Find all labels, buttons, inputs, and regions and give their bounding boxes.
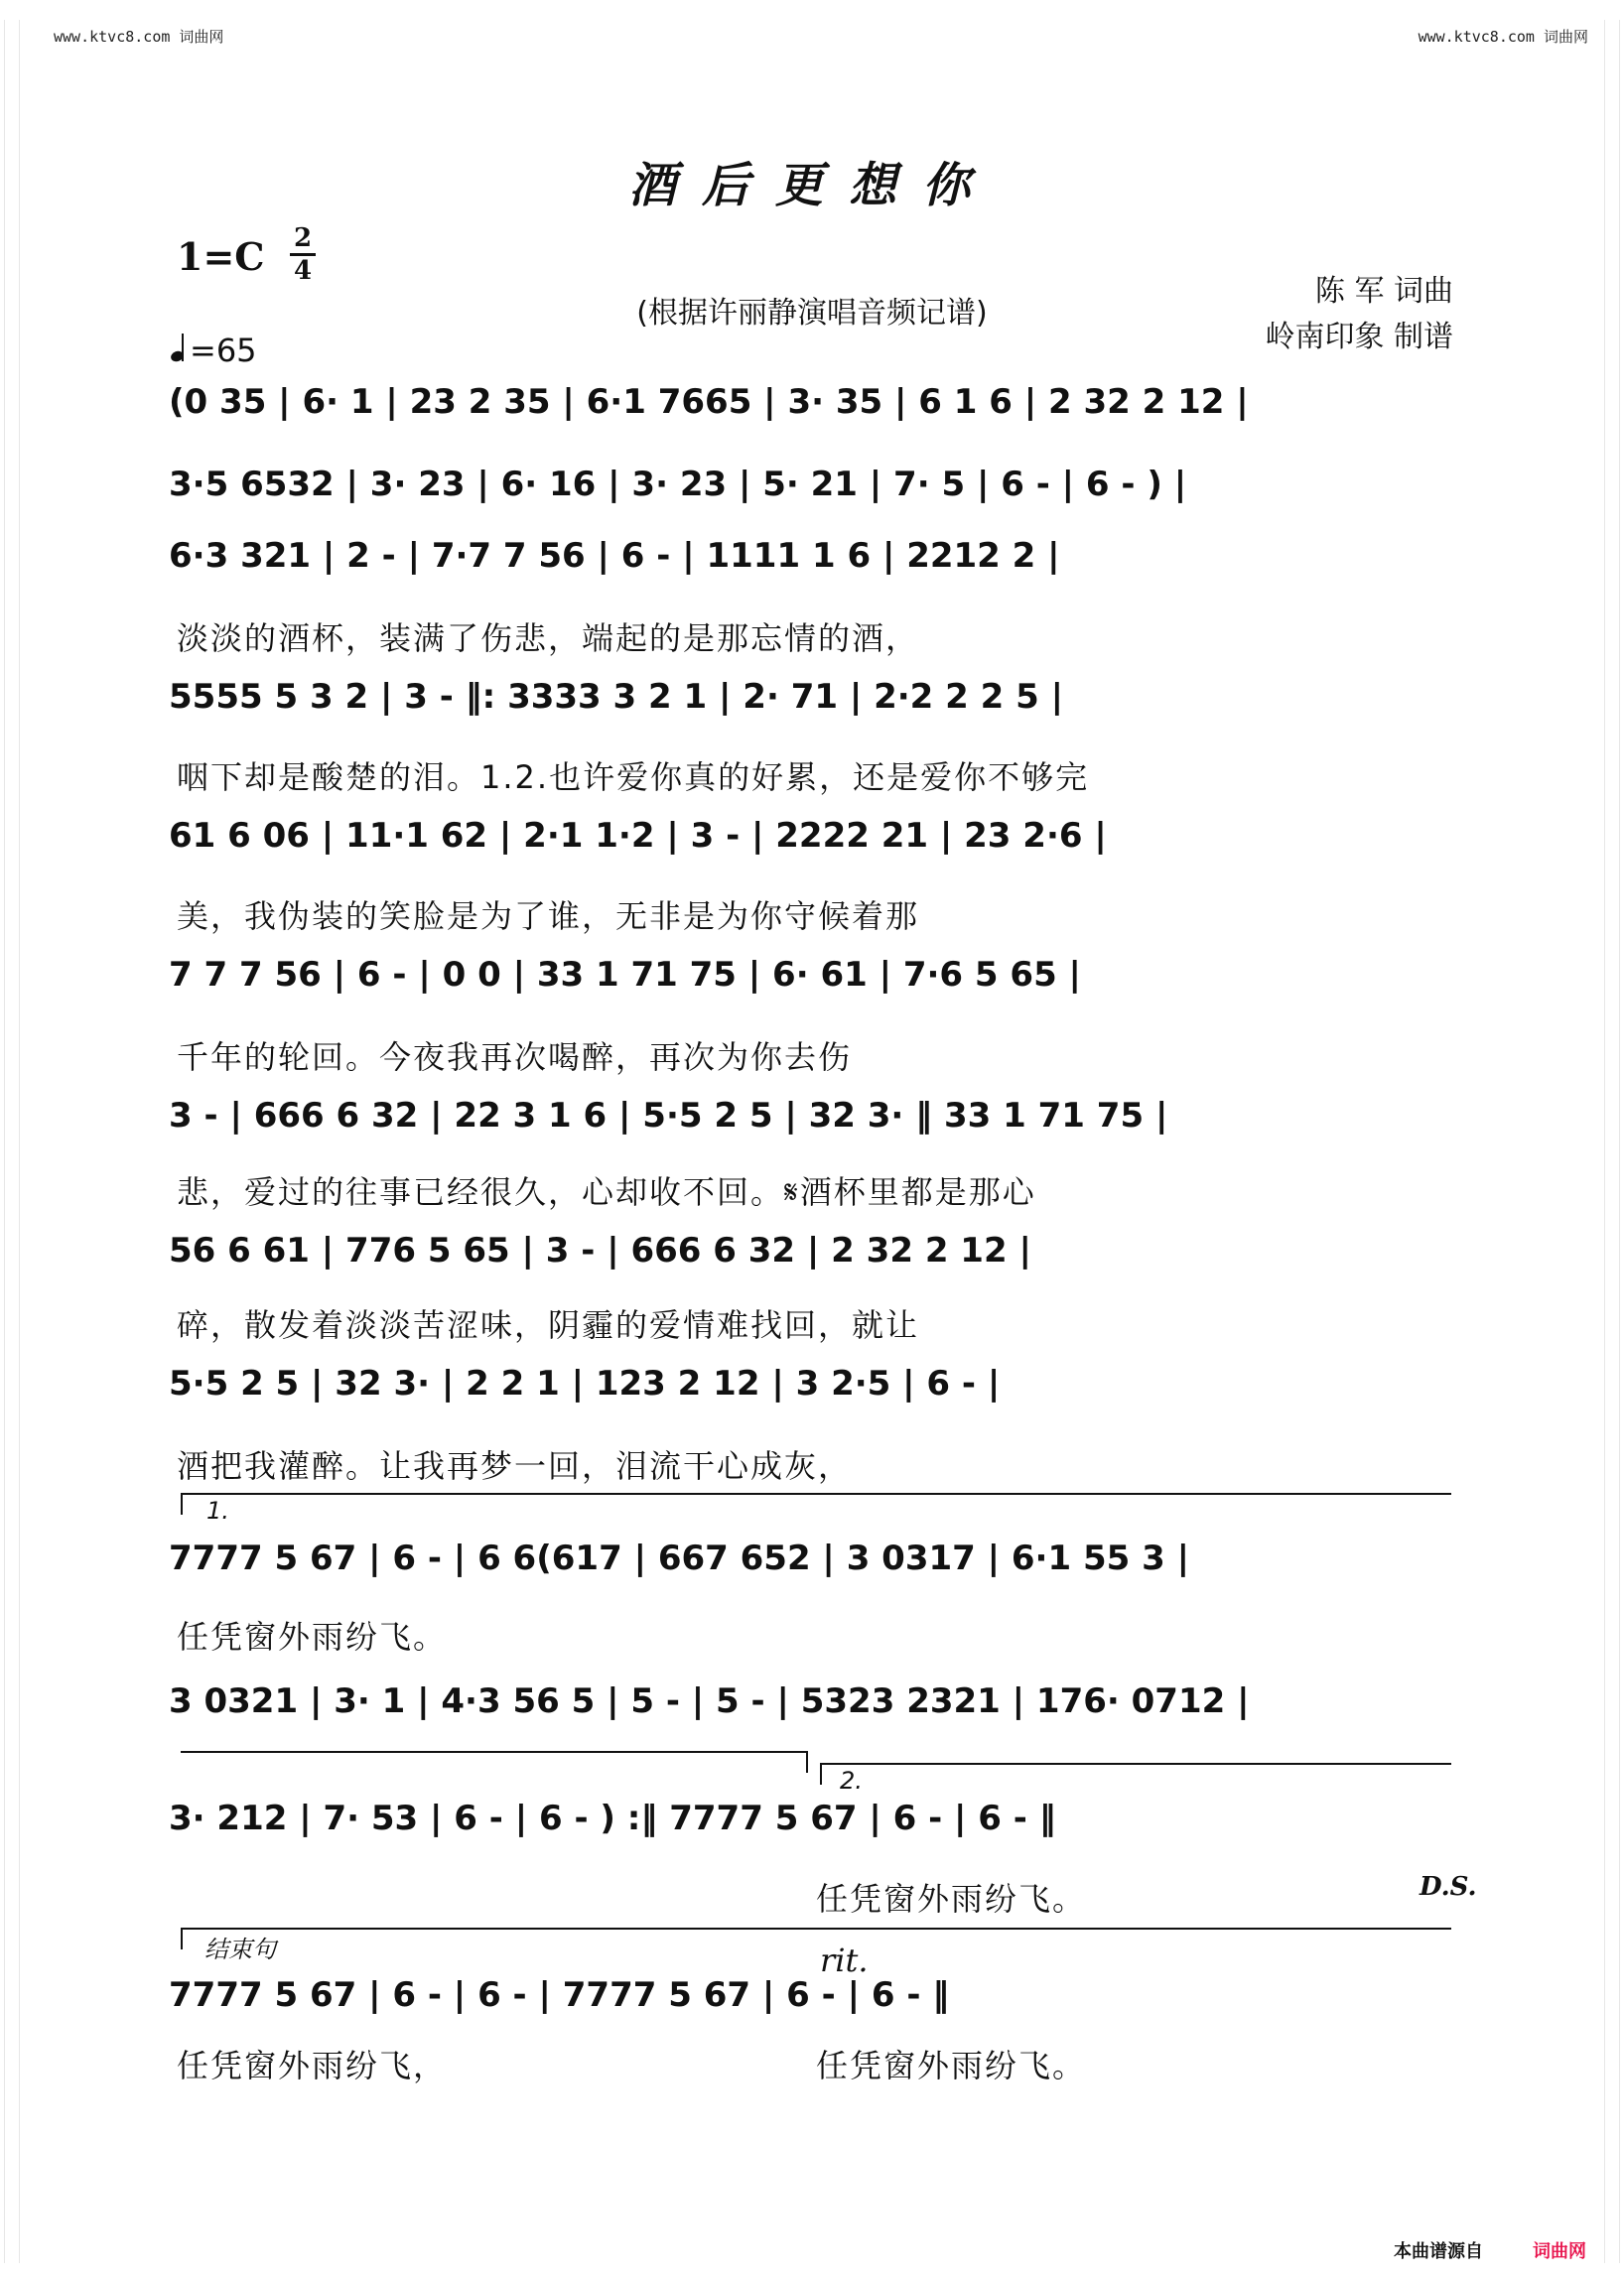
ending-2-bracket bbox=[820, 1763, 1451, 1765]
notation-row-4: 5555 5 3 2 | 3 - ‖: 3333 3 2 1 | 2· 71 | 2·2 2 2 5 | bbox=[169, 677, 1064, 717]
header-url-left: www.ktvc8.com 词曲网 bbox=[54, 28, 224, 46]
right-watermark-strip bbox=[1604, 20, 1620, 2263]
footer-brand[interactable]: 词曲网 bbox=[1533, 2241, 1586, 2262]
lyric-row-7: 酒把我灌醉。让我再梦一回，泪流干心成灰， bbox=[177, 1447, 853, 1485]
ending-1-closing-bracket bbox=[181, 1751, 806, 1753]
coda-bracket-tick bbox=[181, 1928, 183, 1949]
notation-row-9: 5·5 2 5 | 32 3· | 2 2 1 | 123 2 12 | 3 2·5 | 6 - | bbox=[169, 1364, 1001, 1404]
lyric-row-8: 任凭窗外雨纷飞。 bbox=[177, 1618, 448, 1656]
time-signature bbox=[288, 224, 318, 285]
lyric-row-3: 美，我伪装的笑脸是为了谁，无非是为你守候着那 bbox=[177, 897, 920, 935]
tempo-value: =65 bbox=[190, 332, 257, 369]
lyric-row-6: 碎，散发着淡淡苦涩味，阴霾的爱情难找回，就让 bbox=[177, 1306, 920, 1344]
notation-row-8: 56 6 61 | 776 5 65 | 3 - | 666 6 32 | 2 32 2 12 | bbox=[169, 1231, 1031, 1271]
notation-row-13: 7777 5 67 | 6 - | 6 - | 7777 5 67 | 6 - | 6 - ‖ bbox=[169, 1975, 950, 2015]
coda-bracket bbox=[181, 1928, 1451, 1930]
subtitle: (根据许丽静演唱音频记谱) bbox=[636, 296, 988, 331]
lyric-row-1: 淡淡的酒杯，装满了伤悲，端起的是那忘情的酒， bbox=[177, 619, 920, 657]
meter-bottom: 4 bbox=[293, 256, 313, 286]
ending-1-closing-tick bbox=[806, 1751, 808, 1773]
key-signature: 1=C bbox=[177, 234, 265, 279]
lyric-row-2: 咽下却是酸楚的泪。1.2.也许爱你真的好累，还是爱你不够完 bbox=[177, 758, 1090, 796]
page-title: 酒后更想你 bbox=[627, 158, 996, 213]
notation-row-10: 7777 5 67 | 6 - | 6 6(617 | 667 652 | 3 0317 | 6·1 55 3 | bbox=[169, 1539, 1190, 1578]
notation-row-3: 6·3 321 | 2 - | 7·7 7 56 | 6 - | 1111 1 6 | 2212 2 | bbox=[169, 536, 1060, 576]
notation-row-7: 3 - | 666 6 32 | 22 3 1 6 | 5·5 2 5 | 32 3· ‖ 33 1 71 75 | bbox=[169, 1096, 1168, 1136]
header-url-right: www.ktvc8.com 词曲网 bbox=[1418, 28, 1588, 46]
lyric-row-9: 任凭窗外雨纷飞。 bbox=[816, 1880, 1087, 1918]
tempo-marking bbox=[171, 332, 257, 369]
notation-row-12: 3· 212 | 7· 53 | 6 - | 6 - ) :‖ 7777 5 67 | 6 - | 6 - ‖ bbox=[169, 1799, 1056, 1838]
notation-row-5: 61 6 06 | 11·1 62 | 2·1 1·2 | 3 - | 2222 21 | 23 2·6 | bbox=[169, 816, 1107, 856]
ending-2-label: 2. bbox=[840, 1767, 863, 1795]
lyric-row-11: 任凭窗外雨纷飞。 bbox=[816, 2047, 1087, 2084]
coda-label: 结束句 bbox=[204, 1936, 276, 1963]
notation-row-2: 3·5 6532 | 3· 23 | 6· 16 | 3· 23 | 5· 21 | 7· 5 | 6 - | 6 - ) | bbox=[169, 465, 1187, 504]
notation-row-1: (0 35 | 6· 1 | 23 2 35 | 6·1 7665 | 3· 35 | 6 1 6 | 2 32 2 12 | bbox=[169, 382, 1249, 422]
ending-1-bracket-tick bbox=[181, 1493, 183, 1515]
ending-1-label: 1. bbox=[206, 1497, 229, 1525]
notation-row-6: 7 7 7 56 | 6 - | 0 0 | 33 1 71 75 | 6· 61 | 7·6 5 65 | bbox=[169, 955, 1081, 995]
ds-marking: D.S. bbox=[1420, 1872, 1477, 1902]
ending-2-bracket-tick bbox=[820, 1763, 822, 1785]
lyric-row-10: 任凭窗外雨纷飞， bbox=[177, 2047, 448, 2084]
credit-lyrics-music: 陈 军 词曲 bbox=[1314, 274, 1453, 309]
lyric-row-5: 悲，爱过的往事已经很久，心却收不回。𝄋酒杯里都是那心 bbox=[177, 1173, 1036, 1211]
credit-arranger: 岭南印象 制谱 bbox=[1265, 320, 1453, 354]
notation-row-11: 3 0321 | 3· 1 | 4·3 56 5 | 5 - | 5 - | 5323 2321 | 176· 0712 | bbox=[169, 1681, 1250, 1721]
meter-top: 2 bbox=[293, 223, 313, 253]
lyric-row-4: 千年的轮回。今夜我再次喝醉，再次为你去伤 bbox=[177, 1038, 853, 1076]
footer-source: 本曲谱源自 bbox=[1394, 2241, 1483, 2262]
ending-1-bracket bbox=[181, 1493, 1451, 1495]
rit-marking: rit. bbox=[820, 1942, 869, 1979]
left-watermark-strip bbox=[4, 20, 20, 2263]
